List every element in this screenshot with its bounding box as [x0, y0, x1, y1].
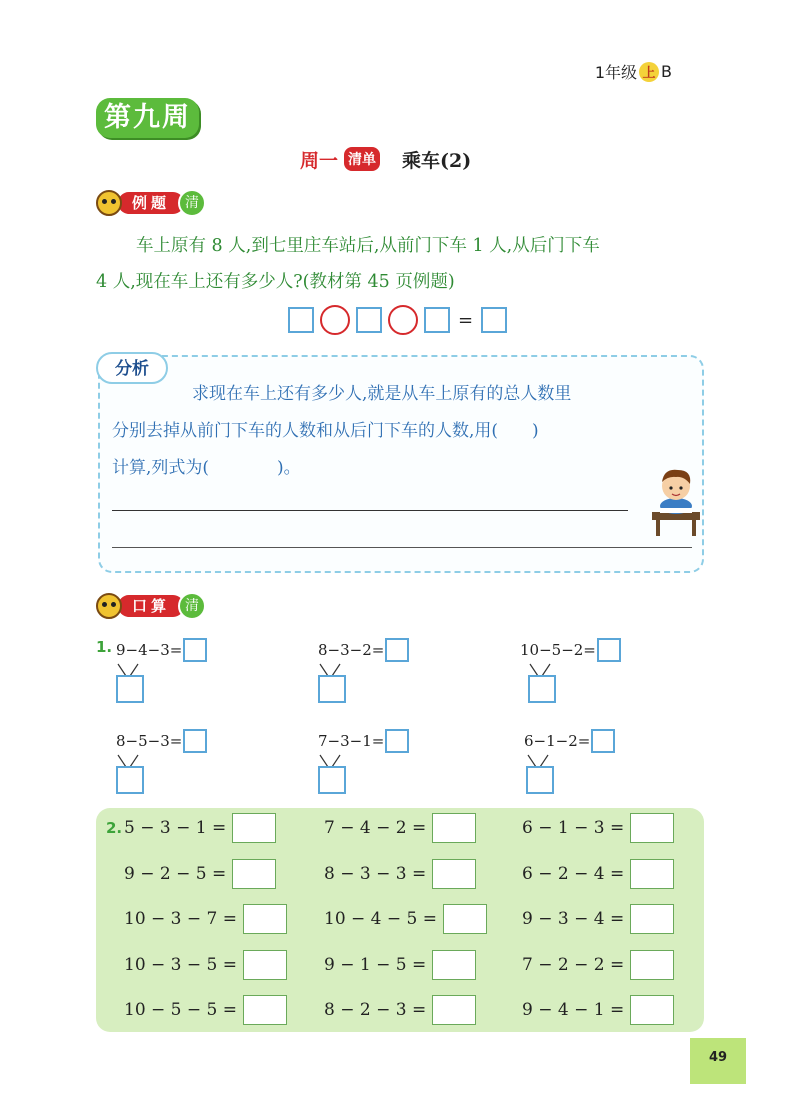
- exercise-2-item: [324, 813, 476, 843]
- answer-box[interactable]: [630, 904, 674, 934]
- answer-box[interactable]: [288, 307, 314, 333]
- grade-suffix: B: [661, 62, 672, 81]
- answer-box[interactable]: [243, 995, 287, 1025]
- equation-text: 6 − 2 − 4 =: [522, 864, 625, 884]
- answer-box[interactable]: [591, 729, 615, 753]
- answer-box[interactable]: [183, 638, 207, 662]
- exercise-1-item: [116, 729, 207, 753]
- equation-text: 10−5−2=: [520, 641, 596, 659]
- qing-icon: 清: [178, 189, 206, 217]
- example-section-header: [96, 190, 206, 216]
- split-diagram: [114, 662, 148, 704]
- exercise-2-item: [522, 813, 674, 843]
- lesson-title: [300, 144, 471, 174]
- analysis-line-1: 求现在车上还有多少人,就是从车上原有的总人数里: [192, 384, 572, 404]
- analysis-line-3: 计算,列式为( )。: [112, 458, 301, 478]
- equation-text: 8−3−2=: [318, 641, 385, 659]
- title-badge: 清单: [344, 147, 380, 171]
- bee-icon: [96, 593, 122, 619]
- exercise-2-item: [522, 859, 674, 889]
- exercise-2-item: [124, 904, 287, 934]
- exercise-1-item: [318, 729, 409, 753]
- example-line-2: 4 人,现在车上还有多少人?(教材第 45 页例题): [96, 272, 455, 292]
- split-diagram: [114, 753, 148, 795]
- equation-text: 9 − 2 − 5 =: [124, 864, 227, 884]
- example-line-1: 车上原有 8 人,到七里庄车站后,从前门下车 1 人,从后门下车: [136, 236, 600, 256]
- equation-text: 7−3−1=: [318, 732, 385, 750]
- equation-text: 5 − 3 − 1 =: [124, 818, 227, 838]
- answer-box[interactable]: [183, 729, 207, 753]
- answer-box[interactable]: [385, 729, 409, 753]
- qing-icon: 清: [178, 592, 206, 620]
- exercise-2-number: 2.: [106, 819, 123, 837]
- equation-text: 9−4−3=: [116, 641, 183, 659]
- equation-text: 7 − 4 − 2 =: [324, 818, 427, 838]
- equation-text: 10 − 3 − 5 =: [124, 955, 238, 975]
- exercise-2-item: [522, 950, 674, 980]
- equation-text: 8 − 3 − 3 =: [324, 864, 427, 884]
- exercise-2-item: [522, 904, 674, 934]
- page-number: 49: [690, 1038, 746, 1084]
- split-diagram: [526, 662, 560, 704]
- analysis-line-2: 分别去掉从前门下车的人数和从后门下车的人数,用( ): [112, 421, 539, 441]
- answer-box[interactable]: [385, 638, 409, 662]
- equation-text: 9 − 3 − 4 =: [522, 909, 625, 929]
- exercise-2-item: [124, 950, 287, 980]
- exercise-2-item: [124, 995, 287, 1025]
- exercise-1-item: [318, 638, 409, 662]
- exercise-2-item: [324, 995, 476, 1025]
- grade-term-badge: 上: [639, 62, 659, 82]
- answer-box[interactable]: [630, 950, 674, 980]
- answer-box[interactable]: [432, 995, 476, 1025]
- equation-text: 8 − 2 − 3 =: [324, 1000, 427, 1020]
- operator-circle[interactable]: [388, 305, 418, 335]
- answer-line[interactable]: [112, 547, 692, 548]
- oral-section-header: [96, 593, 206, 619]
- lesson-name: 乘车(2): [402, 149, 472, 172]
- equation-text: 10 − 3 − 7 =: [124, 909, 238, 929]
- title-day: 周一: [300, 149, 339, 172]
- analysis-label: 分析: [96, 352, 168, 384]
- answer-line[interactable]: [112, 510, 628, 511]
- answer-box[interactable]: [630, 813, 674, 843]
- split-diagram: [316, 753, 350, 795]
- answer-box[interactable]: [432, 859, 476, 889]
- split-diagram: [524, 753, 558, 795]
- example-label: 例题: [118, 192, 184, 214]
- equation-text: 7 − 2 − 2 =: [522, 955, 625, 975]
- answer-box[interactable]: [432, 950, 476, 980]
- answer-box[interactable]: [432, 813, 476, 843]
- exercise-2-item: [324, 950, 476, 980]
- grade-prefix: 1年级: [594, 63, 638, 82]
- equation-text: 10 − 5 − 5 =: [124, 1000, 238, 1020]
- equation-text: 9 − 1 − 5 =: [324, 955, 427, 975]
- answer-box[interactable]: [424, 307, 450, 333]
- oral-label: 口算: [118, 595, 184, 617]
- answer-box[interactable]: [597, 638, 621, 662]
- exercise-2-item: [124, 859, 276, 889]
- answer-box[interactable]: [356, 307, 382, 333]
- exercise-2-item: [324, 904, 487, 934]
- result-box[interactable]: [481, 307, 507, 333]
- operator-circle[interactable]: [320, 305, 350, 335]
- equation-text: 6−1−2=: [524, 732, 591, 750]
- week-banner: 第九周: [96, 98, 199, 138]
- split-diagram: [316, 662, 350, 704]
- answer-box[interactable]: [243, 904, 287, 934]
- exercise-1-number: 1.: [96, 638, 113, 656]
- exercise-2-item: [124, 813, 276, 843]
- exercise-1-item: [520, 638, 621, 662]
- exercise-2-item: [522, 995, 674, 1025]
- student-illustration: [648, 462, 704, 536]
- answer-box[interactable]: [630, 995, 674, 1025]
- answer-box[interactable]: [243, 950, 287, 980]
- exercise-1-item: [116, 638, 207, 662]
- equation-text: 8−5−3=: [116, 732, 183, 750]
- equation-text: 9 − 4 − 1 =: [522, 1000, 625, 1020]
- answer-box[interactable]: [443, 904, 487, 934]
- formula-row: [288, 305, 507, 335]
- answer-box[interactable]: [232, 813, 276, 843]
- equation-text: 10 − 4 − 5 =: [324, 909, 438, 929]
- equation-text: 6 − 1 − 3 =: [522, 818, 625, 838]
- bee-icon: [96, 190, 122, 216]
- exercise-1-item: [524, 729, 615, 753]
- answer-box[interactable]: [232, 859, 276, 889]
- grade-label: [595, 60, 672, 83]
- exercise-2-item: [324, 859, 476, 889]
- equals-sign: =: [458, 309, 474, 331]
- answer-box[interactable]: [630, 859, 674, 889]
